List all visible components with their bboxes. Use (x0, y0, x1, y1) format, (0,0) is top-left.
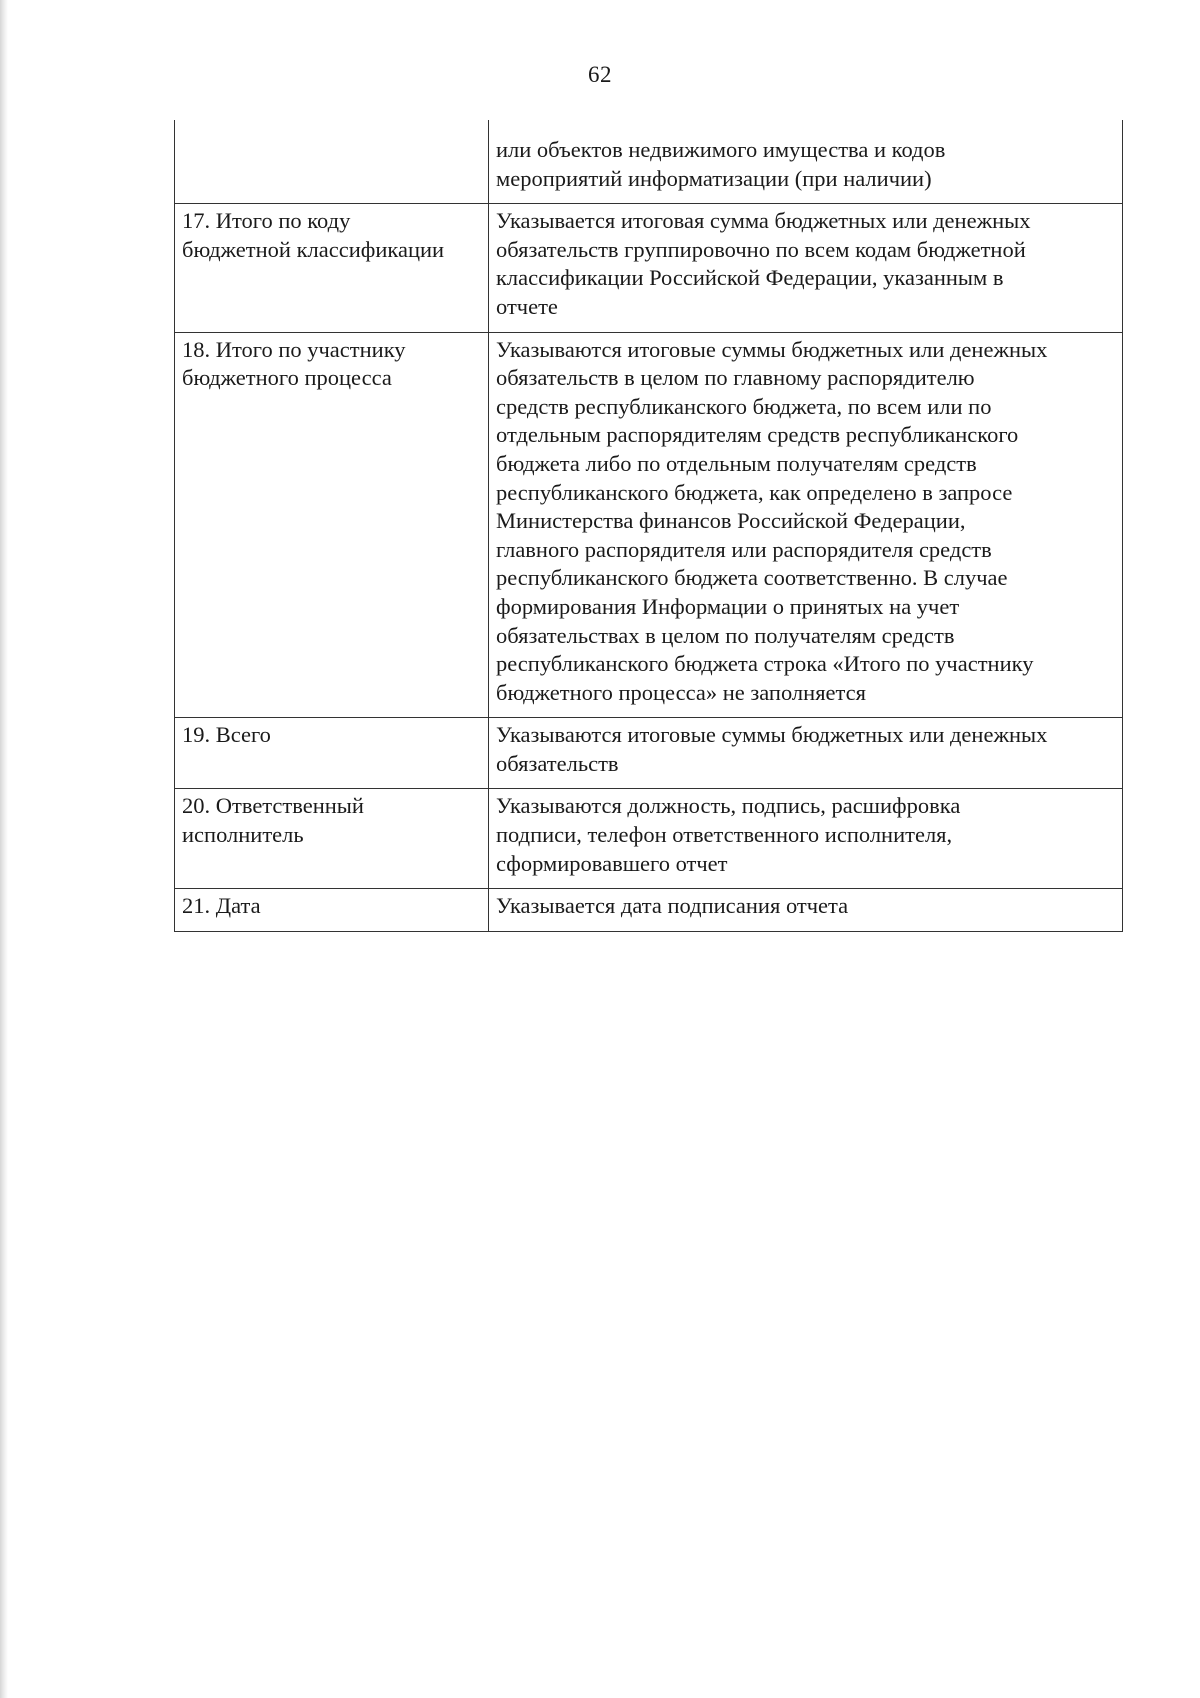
description-line: отчете (496, 293, 558, 319)
description-line: бюджета либо по отдельным получателям средств (496, 450, 977, 476)
description-cell (489, 789, 1123, 889)
description-line: республиканского бюджета, как определено в запросе (496, 479, 1013, 505)
table-row-20 (175, 789, 1123, 889)
term-cell (175, 204, 489, 332)
term-line: 18. Итого по участнику (182, 336, 406, 362)
description-line: подписи, телефон ответственного исполнителя, (496, 822, 953, 848)
term-line: бюджетной классификации (182, 236, 445, 262)
table-row-continuation (175, 120, 1123, 204)
term-cell (175, 889, 489, 932)
description-line: сформировавшего отчет (496, 850, 728, 876)
description-line: средств республиканского бюджета, по всем или по (496, 393, 992, 419)
term-cell (175, 789, 489, 889)
term-line: исполнитель (182, 822, 304, 848)
description-line: республиканского бюджета соответственно. В случае (496, 565, 1008, 591)
table-row-21 (175, 889, 1123, 932)
term-cell (175, 718, 489, 789)
description-line: Министерства финансов Российской Федерации, (496, 508, 966, 534)
description-line: обязательств в целом по главному распорядителю (496, 365, 975, 391)
description-cell (489, 718, 1123, 789)
description-cell (489, 332, 1123, 718)
description-line: республиканского бюджета строка «Итого по участнику (496, 651, 1034, 677)
table-row-17 (175, 204, 1123, 332)
scan-edge-shadow (0, 0, 8, 1698)
term-line: 21. Дата (182, 893, 261, 919)
description-line: главного распорядителя или распорядителя средств (496, 536, 992, 562)
description-cell (489, 204, 1123, 332)
description-line: обязательствах в целом по получателям средств (496, 622, 955, 648)
description-line: формирования Информации о принятых на учет (496, 593, 960, 619)
description-line: классификации Российской Федерации, указанным в (496, 265, 1004, 291)
description-line: мероприятий информатизации (при наличии) (496, 165, 932, 191)
description-line: Указывается итоговая сумма бюджетных или денежных (496, 208, 1031, 234)
page-number: 62 (588, 62, 612, 87)
term-line: 20. Ответственный (182, 793, 364, 819)
definitions-table (174, 120, 1123, 932)
term-cell (175, 332, 489, 718)
description-line: обязательств (496, 750, 619, 776)
description-line: отдельным распорядителям средств республиканского (496, 422, 1019, 448)
description-line: обязательств группировочно по всем кодам бюджетной (496, 236, 1026, 262)
description-cell (489, 120, 1123, 204)
term-line: 19. Всего (182, 722, 271, 748)
term-cell (175, 120, 489, 204)
table-row-18 (175, 332, 1123, 718)
description-line: Указываются должность, подпись, расшифровка (496, 793, 961, 819)
description-cell (489, 889, 1123, 932)
description-line: бюджетного процесса» не заполняется (496, 679, 866, 705)
term-line: 17. Итого по коду (182, 208, 351, 234)
term-line: бюджетного процесса (182, 365, 392, 391)
description-line: Указываются итоговые суммы бюджетных или денежных (496, 336, 1048, 362)
description-line: Указывается дата подписания отчета (496, 893, 849, 919)
description-line: или объектов недвижимого имущества и кодов (496, 137, 946, 162)
description-line: Указываются итоговые суммы бюджетных или денежных (496, 722, 1048, 748)
table-row-19 (175, 718, 1123, 789)
